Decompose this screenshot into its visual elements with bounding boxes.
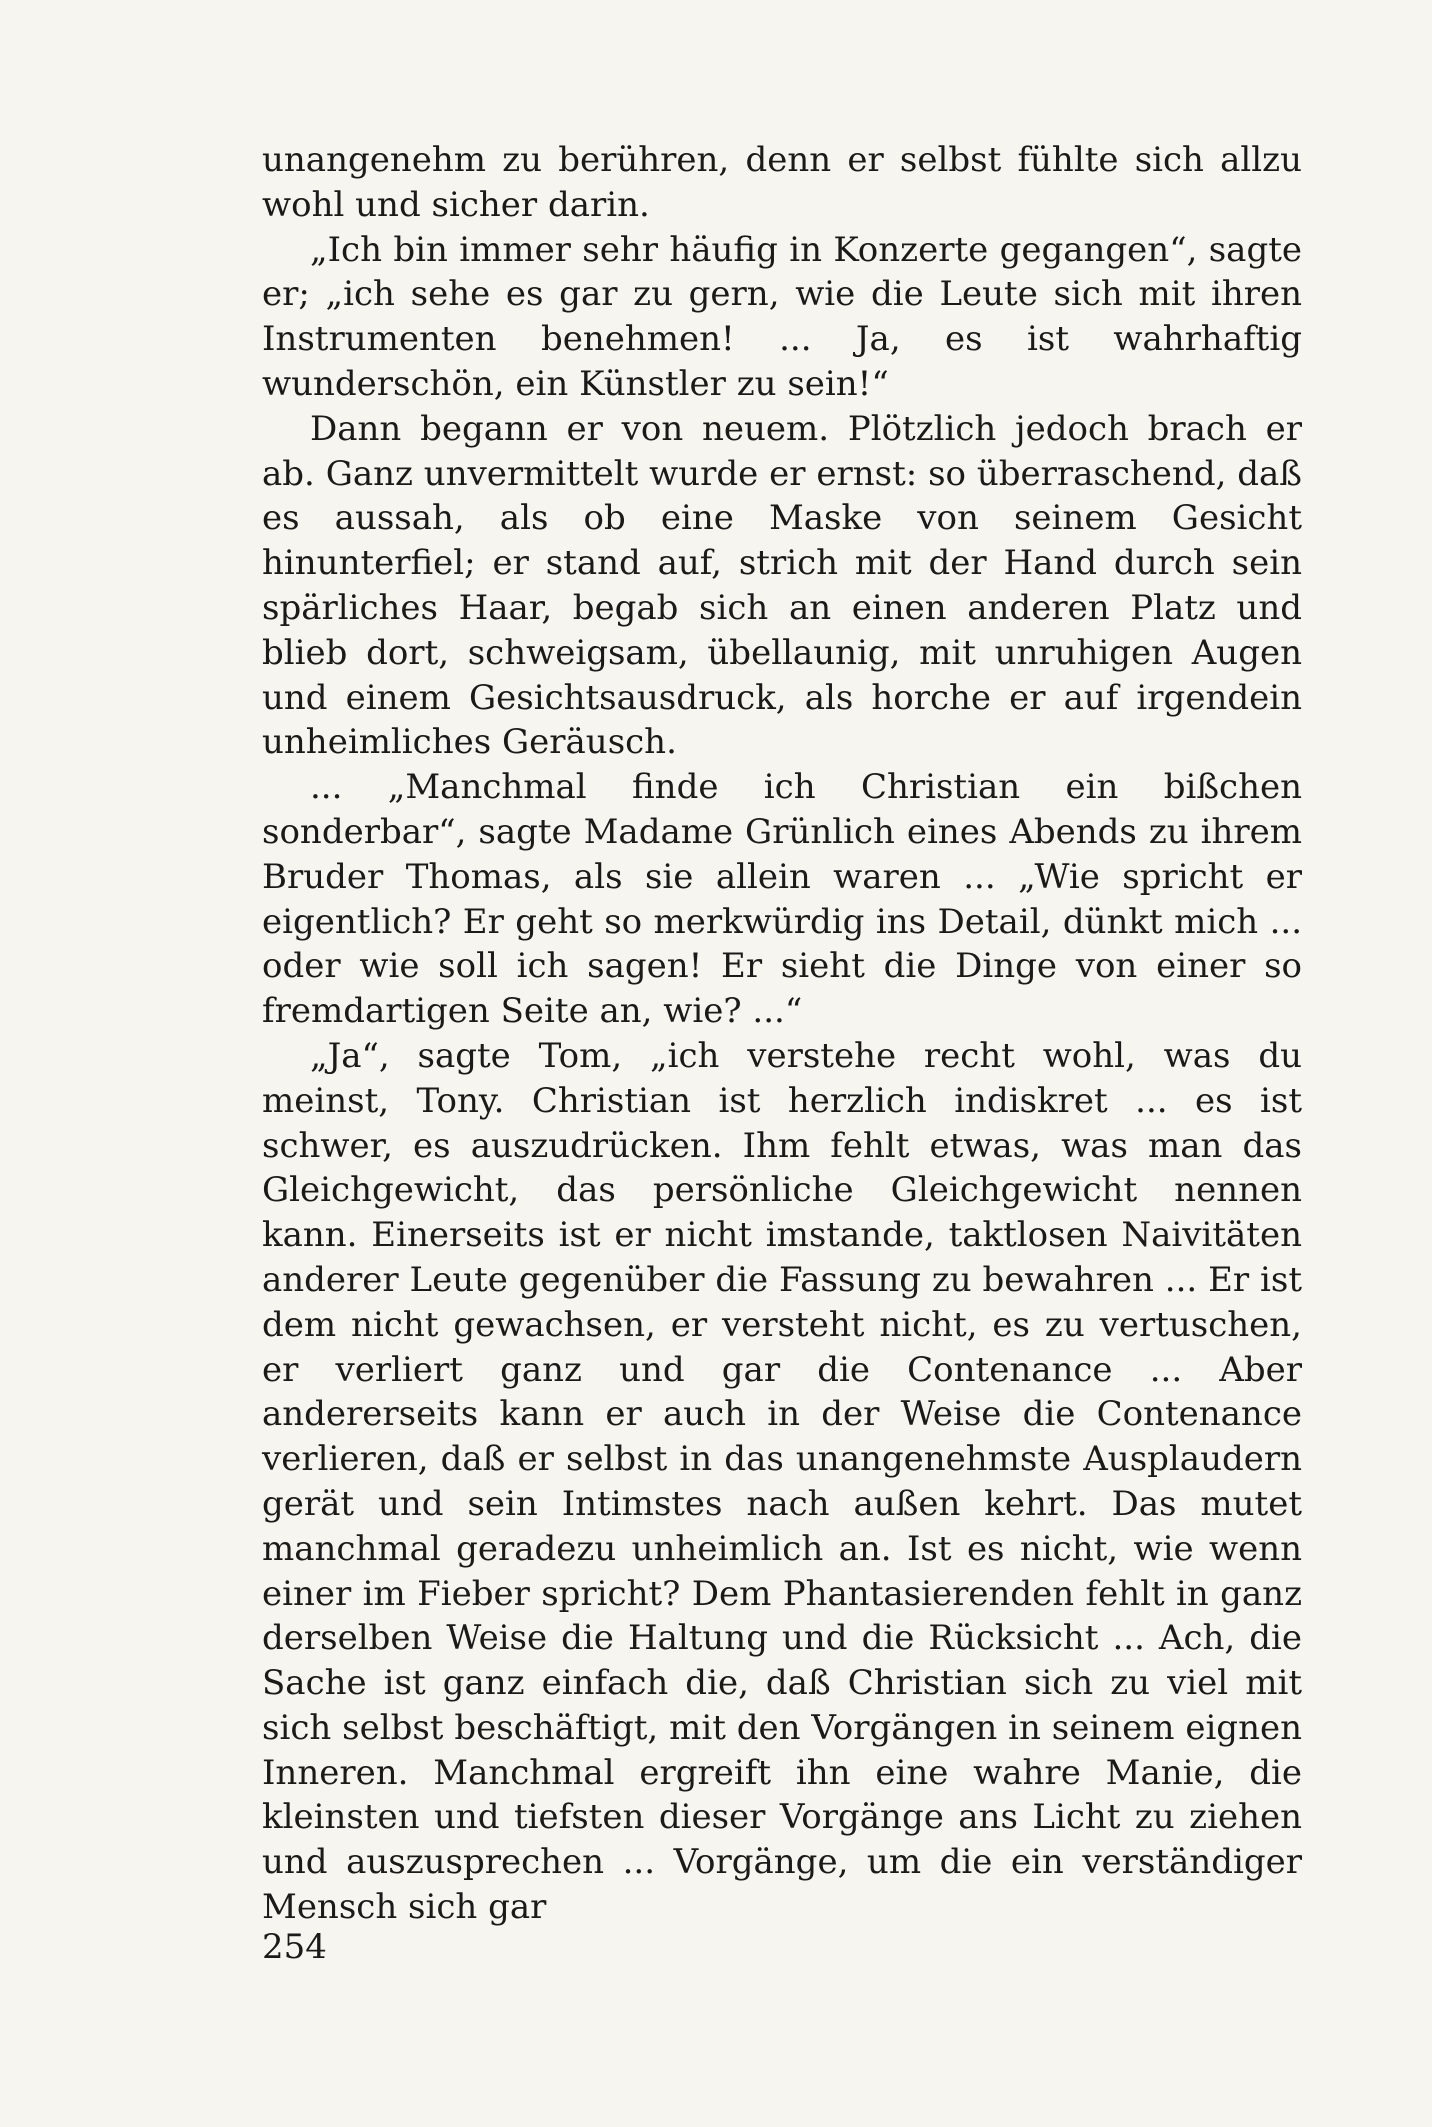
paragraph-2: „Ich bin immer sehr häufig in Konzerte gegangen“, sagte er; „ich sehe es gar zu gern, wie die Leute sich mit ihren Instrumenten benehmen! ... Ja, es ist wahrhaftig wunderschön, ein Künstler zu sein!“ [262,229,1302,404]
paragraph-5: „Ja“, sagte Tom, „ich verstehe recht wohl, was du meinst, Tony. Christian ist herzlich indiskret ... es ist schwer, es auszudrücken. Ihm fehlt etwas, was man das Gleichgewicht, das persönliche Gleichgewicht nennen kann. Einerseits ist er nicht imstande, taktlosen Naivitäten anderer Leute gegenüber die Fassung zu bewahren ... Er ist dem nicht gewachsen, er versteht nicht, es zu vertuschen, er verliert ganz und gar die Contenance ... Aber andererseits kann er auch in der Weise die Contenance verlieren, daß er selbst in das unangenehmste Ausplaudern gerät und sein Intimstes nach außen kehrt. Das mutet manchmal geradezu unheimlich an. Ist es nicht, wie wenn einer im Fieber spricht? Dem Phantasierenden fehlt in ganz derselben Weise die Haltung und die Rücksicht ... Ach, die Sache ist ganz einfach die, daß Christian sich zu viel mit sich selbst beschäftigt, mit den Vorgängen in seinem eignen Inneren. Manchmal ergreift ihn eine wahre Manie, die kleinsten und tiefsten dieser Vorgänge ans Licht zu ziehen und auszusprechen ... Vorgänge, um die ein verständiger Mensch sich gar [262,1035,1302,1928]
body-text [262,138,1302,1930]
paragraph-1: unangenehm zu berühren, denn er selbst fühlte sich allzu wohl und sicher darin. [262,140,1302,225]
page-number: 254 [262,1927,327,1967]
paragraph-3: Dann begann er von neuem. Plötzlich jedoch brach er ab. Ganz unvermittelt wurde er ernst: so überraschend, daß es aussah, als ob eine Maske von seinem Gesicht hinunterfiel; er stand auf, strich mit der Hand durch sein spärliches Haar, begab sich an einen anderen Platz und blieb dort, schweigsam, übellaunig, mit unruhigen Augen und einem Gesichtsausdruck, als horche er auf irgendein unheimliches Geräusch. [262,408,1302,763]
paragraph-4: ... „Manchmal finde ich Christian ein bißchen sonderbar“, sagte Madame Grünlich eines Abends zu ihrem Bruder Thomas, als sie allein waren ... „Wie spricht er eigentlich? Er geht so merkwürdig ins Detail, dünkt mich ... oder wie soll ich sagen! Er sieht die Dinge von einer so fremdartigen Seite an, wie? ...“ [262,767,1302,1032]
